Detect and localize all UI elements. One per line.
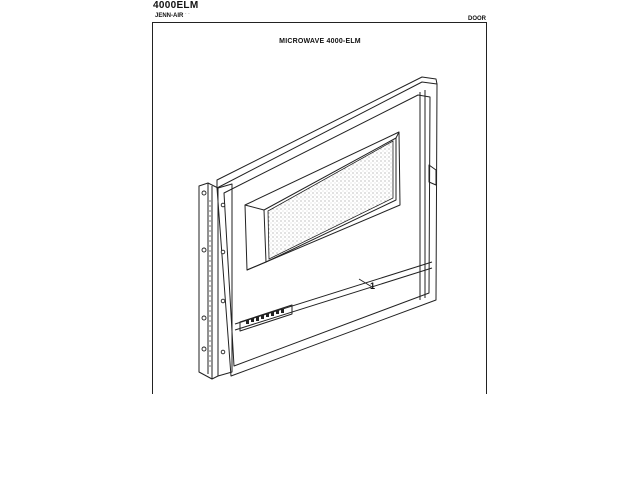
callout-1: 1 [370, 281, 376, 291]
section-label: DOOR [468, 16, 486, 22]
rivet [202, 191, 206, 195]
rivet [202, 316, 206, 320]
rivet [202, 248, 206, 252]
rivet [221, 299, 225, 303]
brand-label: JENN-AIR [155, 13, 184, 19]
rivet [221, 250, 225, 254]
rivet [202, 347, 206, 351]
rivet [221, 203, 225, 207]
diagram-title: MICROWAVE 4000-ELM [279, 38, 361, 45]
lower-trim [235, 262, 432, 324]
window-glass [268, 141, 393, 259]
scan-mark: · · · [182, 11, 190, 17]
rivet [221, 350, 225, 354]
model-code: 4000ELM [153, 0, 199, 11]
